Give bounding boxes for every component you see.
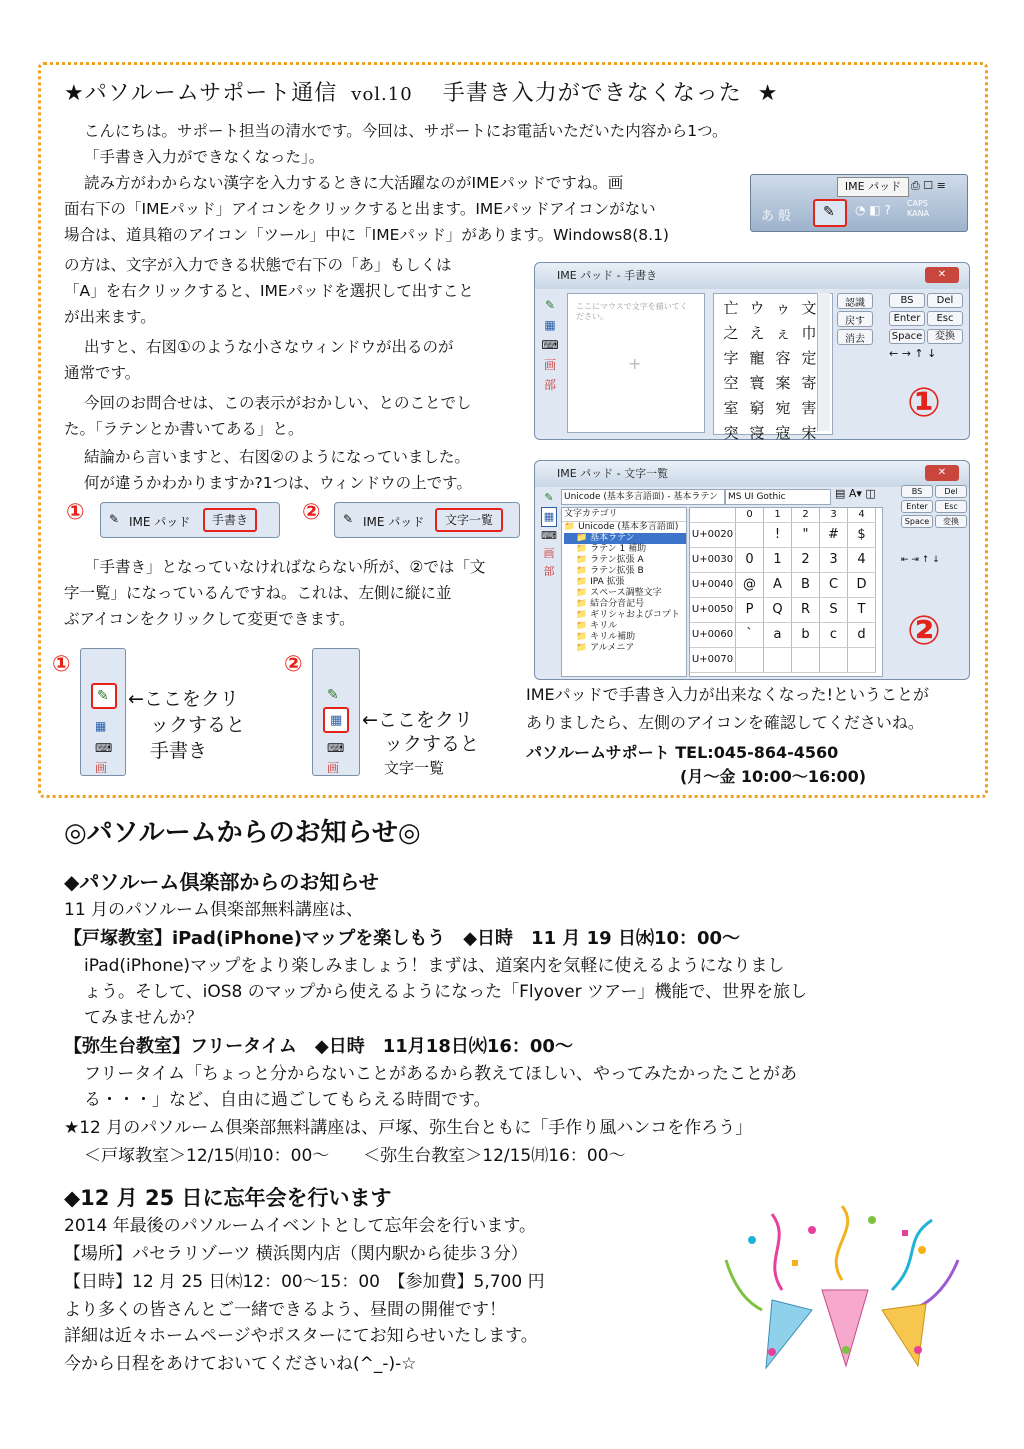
club-intro: 11 月のパソルーム倶楽部無料講座は、 bbox=[64, 900, 364, 920]
newsletter-subtitle: 手書き入力ができなくなった bbox=[442, 81, 742, 106]
character-cell[interactable]: S bbox=[820, 598, 848, 623]
hint-line: 文字一覧 bbox=[384, 759, 445, 777]
character-cell[interactable] bbox=[736, 648, 764, 673]
ime-pad-button[interactable]: ✎ bbox=[813, 199, 847, 227]
candidate-char[interactable]: ゥ bbox=[775, 299, 791, 317]
tree-item[interactable]: 📁 ラテン拡張 B bbox=[576, 566, 644, 576]
tree-item[interactable]: 📁 Unicode (基本多言語面) bbox=[564, 522, 679, 532]
party-line: 【日時】12 月 25 日㈭12：00～15：00 【参加費】5,700 円 bbox=[64, 1272, 545, 1292]
candidate-char[interactable]: 室 bbox=[723, 399, 739, 417]
close-button[interactable]: ✕ bbox=[925, 465, 959, 481]
candidate-char[interactable]: 寇 bbox=[775, 424, 791, 442]
newsletter-title-row bbox=[64, 76, 778, 107]
paragraph: 「手書き入力ができなくなった」。 bbox=[84, 148, 325, 166]
window-title: IME パッド - 文字一覧 bbox=[557, 467, 669, 480]
paragraph: の方は、文字が入力できる状態で右下の「あ」もしくは bbox=[64, 256, 452, 274]
candidate-char[interactable]: 寰 bbox=[749, 374, 765, 392]
stroke-mode-icon[interactable]: 画 bbox=[95, 761, 108, 775]
character-cell[interactable]: c bbox=[820, 623, 848, 648]
caps-kana-indicator: CAPS KANA bbox=[907, 199, 930, 218]
paragraph: 結論から言いますと、右図②のようになっていました。 bbox=[84, 448, 470, 466]
key-button[interactable]: Enter bbox=[901, 500, 933, 513]
hint-text-1 bbox=[128, 686, 245, 764]
key-button[interactable]: 変換 bbox=[927, 329, 963, 344]
ime-pad-label: IME パッド bbox=[363, 515, 425, 529]
handwriting-mode-icon[interactable]: ✎ bbox=[544, 298, 556, 312]
canvas-placeholder: ここにマウスで文字を描いてください。 bbox=[576, 302, 688, 321]
stroke-mode-icon[interactable]: 画 bbox=[327, 761, 340, 775]
class2-body: る・・・」など、自由に過ごしてもらえる時間です。 bbox=[84, 1090, 491, 1110]
class2-body: フリータイム「ちょっと分からないことがあるから教えてほしい、やってみたかったことがあ bbox=[84, 1064, 797, 1084]
yellow-popper bbox=[882, 1304, 926, 1366]
paragraph: 今回のお問合せは、この表示がおかしい、とのことでし bbox=[84, 394, 472, 412]
character-cell[interactable] bbox=[792, 648, 820, 673]
key-button[interactable]: Esc bbox=[927, 311, 963, 326]
hint-line: 手書き bbox=[150, 740, 208, 762]
paragraph: が出来ます。 bbox=[64, 308, 156, 326]
paragraph: 「手書き」となっていなければならない所が、②では「文 bbox=[84, 558, 486, 576]
arrow-buttons[interactable]: ⇤ ⇥ ↑ ↓ bbox=[901, 555, 940, 565]
candidate-scrollbar[interactable] bbox=[817, 293, 830, 431]
column-header: 1 bbox=[764, 508, 792, 523]
december-info: ★12 月のパソルーム倶楽部無料講座は、戸塚、弥生台ともに「手作り風ハンコを作ろう」 bbox=[64, 1118, 753, 1138]
handwriting-mode-icon[interactable]: ✎ bbox=[544, 491, 554, 504]
key-button[interactable]: BS bbox=[901, 485, 933, 498]
input-mode-indicator[interactable]: あ 般 bbox=[761, 209, 792, 224]
candidate-char[interactable]: ぇ bbox=[775, 324, 791, 342]
tree-item[interactable]: 📁 ラテン 1 補助 bbox=[576, 544, 647, 554]
candidate-char[interactable]: 宋 bbox=[801, 424, 817, 442]
candidate-char[interactable]: 之 bbox=[723, 324, 739, 342]
hint-text-2 bbox=[362, 708, 479, 780]
character-cell[interactable]: 2 bbox=[792, 548, 820, 573]
column-header: 2 bbox=[792, 508, 820, 523]
font-dropdown[interactable]: MS UI Gothic bbox=[725, 489, 831, 505]
ime-pad-handwriting-window bbox=[534, 262, 970, 440]
paragraph: 場合は、道具箱のアイコン「ツール」中に「IMEパッド」があります。Windows8(8.1) bbox=[64, 226, 669, 244]
column-header: 4 bbox=[848, 508, 876, 523]
radical-mode-icon[interactable]: 部 bbox=[543, 565, 555, 578]
grid-row bbox=[690, 573, 882, 598]
character-cell[interactable]: ! bbox=[764, 523, 792, 548]
candidate-char[interactable]: 突 bbox=[723, 424, 739, 442]
tree-item[interactable]: 📁 キリル bbox=[576, 621, 618, 631]
code-point-label: U+0040 bbox=[690, 573, 736, 598]
keyboard-mode-icon[interactable]: ⌨ bbox=[95, 741, 113, 755]
contact-phone: パソルームサポート TEL:045-864-4560 bbox=[526, 743, 839, 762]
grid-row bbox=[690, 548, 882, 573]
window-titlebar bbox=[535, 461, 969, 487]
candidate-char[interactable]: え bbox=[749, 324, 765, 342]
charlist-mode-icon[interactable]: ▦ bbox=[95, 719, 107, 733]
charlist-mode-icon[interactable]: ▦ bbox=[544, 318, 556, 332]
candidate-char[interactable]: 案 bbox=[775, 374, 791, 392]
charset-dropdown[interactable]: Unicode (基本多言語面) - 基本ラテン bbox=[561, 489, 725, 505]
keyboard-mode-icon[interactable]: ⌨ bbox=[327, 741, 345, 755]
code-point-label: U+0060 bbox=[690, 623, 736, 648]
tree-item[interactable]: 📁 ギリシャおよびコプト bbox=[576, 610, 680, 620]
grid-row bbox=[690, 623, 882, 648]
category-tree[interactable] bbox=[561, 507, 687, 677]
character-cell[interactable]: # bbox=[820, 523, 848, 548]
class1-body: ょう。そして、iOS8 のマップから使えるようになった「Flyover ツアー」機能で、世界を旅し bbox=[84, 982, 808, 1002]
right-button-grid bbox=[901, 485, 967, 528]
candidate-char[interactable]: 寄 bbox=[801, 374, 817, 392]
keyboard-mode-icon[interactable]: ⌨ bbox=[541, 338, 559, 352]
grid-row bbox=[690, 523, 882, 548]
grid-row bbox=[690, 648, 882, 673]
key-button[interactable]: Esc bbox=[935, 500, 967, 513]
candidate-char[interactable]: 文 bbox=[801, 299, 817, 317]
radical-mode-icon[interactable]: 部 bbox=[543, 378, 556, 392]
club-heading: ◆パソルーム倶楽部からのお知らせ bbox=[64, 870, 379, 894]
tab-character-list[interactable]: 文字一覧 bbox=[435, 508, 503, 532]
character-cell[interactable]: T bbox=[848, 598, 876, 623]
key-button[interactable]: Del bbox=[927, 293, 963, 308]
circled-number-2: ② bbox=[284, 652, 303, 677]
mode-sidebar bbox=[541, 295, 559, 395]
clear-button[interactable]: 消去 bbox=[837, 329, 873, 345]
ime-pad-icon: ✎ bbox=[109, 512, 120, 526]
language-bar bbox=[750, 174, 968, 232]
candidate-char[interactable]: 容 bbox=[775, 349, 791, 367]
star-icon: ★ bbox=[64, 81, 85, 106]
class2-title: 【弥生台教室】フリータイム ◆日時 11月18日㈫16：00～ bbox=[64, 1036, 573, 1057]
ime-pad-charlist-window bbox=[534, 460, 970, 680]
hint-line: ックすると bbox=[384, 733, 480, 755]
grid-header-row bbox=[690, 508, 882, 523]
undo-button[interactable]: 戻す bbox=[837, 311, 873, 327]
character-cell[interactable]: P bbox=[736, 598, 764, 623]
candidate-char[interactable]: 亡 bbox=[723, 299, 739, 317]
december-dates: ＜戸塚教室＞12/15㈪10：00～ ＜弥生台教室＞12/15㈪16：00～ bbox=[84, 1146, 626, 1166]
character-cell[interactable] bbox=[848, 648, 876, 673]
tree-item[interactable]: 📁 基本ラテン bbox=[564, 533, 686, 544]
character-cell[interactable]: B bbox=[792, 573, 820, 598]
crosshair-icon: + bbox=[628, 354, 642, 373]
code-point-label: U+0050 bbox=[690, 598, 736, 623]
notice-heading: ◎パソルームからのお知らせ◎ bbox=[64, 818, 421, 848]
volume-number: vol.10 bbox=[351, 84, 413, 105]
character-cell[interactable]: 4 bbox=[848, 548, 876, 573]
key-button[interactable]: Space bbox=[889, 329, 925, 344]
paragraph: 字一覧」になっているんですね。これは、左側に縦に並 bbox=[64, 584, 452, 602]
character-cell[interactable]: " bbox=[792, 523, 820, 548]
character-cell[interactable]: D bbox=[848, 573, 876, 598]
character-cell[interactable]: 3 bbox=[820, 548, 848, 573]
class1-title: 【戸塚教室】iPad(iPhone)マップを楽しもう ◆日時 11 月 19 日㈬10：00～ bbox=[64, 928, 741, 949]
candidate-char[interactable]: 定 bbox=[801, 349, 817, 367]
paragraph: 読み方がわからない漢字を入力するときに大活躍なのがIMEパッドですね。画 bbox=[84, 174, 624, 192]
party-line: より多くの皆さんとご一緒できるよう、昼間の開催です！ bbox=[64, 1300, 506, 1320]
ime-pad-icon: ✎ bbox=[343, 512, 354, 526]
tree-item[interactable]: 📁 結合分音記号 bbox=[576, 599, 645, 609]
candidate-char[interactable]: 窮 bbox=[749, 399, 765, 417]
circled-number-2: ② bbox=[907, 608, 941, 654]
mode-sidebar bbox=[541, 489, 557, 581]
handwriting-canvas[interactable] bbox=[567, 293, 705, 433]
ime-pad-titlebar-handwriting bbox=[100, 502, 280, 538]
key-button[interactable]: Del bbox=[935, 485, 967, 498]
charlist-mode-icon[interactable]: ▦ bbox=[323, 707, 349, 733]
character-cell[interactable]: Q bbox=[764, 598, 792, 623]
candidate-char[interactable]: 宛 bbox=[775, 399, 791, 417]
character-cell[interactable]: A bbox=[764, 573, 792, 598]
tree-header: 文字カテゴリ bbox=[562, 508, 686, 522]
pink-popper bbox=[822, 1290, 868, 1366]
hint-line: ←ここをクリ bbox=[128, 688, 239, 710]
ime-sidebar-crop bbox=[80, 648, 126, 776]
column-header: 3 bbox=[820, 508, 848, 523]
code-point-label: U+0070 bbox=[690, 648, 736, 673]
circled-number-1: ① bbox=[52, 652, 71, 677]
code-point-label: U+0020 bbox=[690, 523, 736, 548]
paragraph: こんにちは。サポート担当の清水です。今回は、サポートにお電話いただいた内容から1つ。 bbox=[84, 122, 728, 140]
toolbar-icons[interactable]: ▤ A▾ ◫ bbox=[835, 487, 876, 500]
key-button[interactable]: 変換 bbox=[935, 515, 967, 528]
character-cell[interactable] bbox=[820, 648, 848, 673]
recognize-button[interactable]: 認識 bbox=[837, 293, 873, 309]
newsletter-title: パソルームサポート通信 bbox=[84, 81, 338, 106]
stroke-mode-icon[interactable]: 画 bbox=[543, 358, 556, 372]
party-heading: ◆12 月 25 日に忘年会を行います bbox=[64, 1186, 392, 1210]
right-button-grid bbox=[889, 293, 963, 360]
paragraph: 面右下の「IMEパッド」アイコンをクリックすると出ます。IMEパッドアイコンがない bbox=[64, 200, 656, 218]
charlist-mode-icon[interactable]: ▦ bbox=[541, 507, 557, 527]
character-cell[interactable]: 1 bbox=[764, 548, 792, 573]
candidate-char[interactable]: 害 bbox=[801, 399, 817, 417]
character-cell[interactable]: a bbox=[764, 623, 792, 648]
character-cell[interactable] bbox=[736, 523, 764, 548]
star-icon: ★ bbox=[757, 81, 779, 106]
circled-number-1: ① bbox=[66, 500, 85, 525]
key-button[interactable]: BS bbox=[889, 293, 925, 308]
character-cell[interactable]: R bbox=[792, 598, 820, 623]
paragraph: ぶアイコンをクリックして変更できます。 bbox=[64, 610, 355, 628]
paragraph: 「A」を右クリックすると、IMEパッドを選択して出すこと bbox=[64, 282, 474, 300]
paragraph: た。「ラテンとか書いてある」と。 bbox=[64, 420, 304, 438]
grid-row bbox=[690, 598, 882, 623]
party-popper-illustration bbox=[722, 1200, 962, 1372]
window-titlebar bbox=[535, 263, 969, 289]
paragraph: 何が違うかわかりますか?1つは、ウィンドウの上です。 bbox=[84, 474, 472, 492]
party-line: 詳細は近々ホームページやポスターにてお知らせいたします。 bbox=[64, 1326, 538, 1346]
tree-item[interactable]: 📁 スペース調整文字 bbox=[576, 588, 662, 598]
character-cell[interactable]: C bbox=[820, 573, 848, 598]
key-button[interactable]: Enter bbox=[889, 311, 925, 326]
tree-item[interactable]: 📁 ラテン拡張 A bbox=[576, 555, 644, 565]
character-cell[interactable]: $ bbox=[848, 523, 876, 548]
candidate-list bbox=[713, 293, 833, 442]
party-line: 2014 年最後のパソルームイベントとして忘年会を行います。 bbox=[64, 1216, 536, 1236]
circled-number-2: ② bbox=[302, 500, 321, 525]
ime-pad-tooltip: IME パッド bbox=[837, 177, 909, 197]
tab-handwriting[interactable]: 手書き bbox=[203, 508, 257, 532]
contact-hours: (月～金 10:00～16:00) bbox=[680, 767, 867, 786]
party-line: 今から日程をあけておいてくださいね(^_-)-☆ bbox=[64, 1354, 417, 1374]
class1-body: iPad(iPhone)マップをより楽しみましょう！まずは、道案内を気軽に使えるようになりまし bbox=[84, 956, 785, 976]
handwriting-mode-icon[interactable]: ✎ bbox=[327, 687, 339, 703]
character-cell[interactable]: d bbox=[848, 623, 876, 648]
arrow-buttons[interactable]: ← → ↑ ↓ bbox=[889, 347, 937, 360]
tree-item[interactable]: 📁 アルメニア bbox=[576, 643, 635, 653]
character-grid[interactable] bbox=[689, 507, 883, 677]
candidate-char[interactable]: 寖 bbox=[749, 424, 765, 442]
stroke-mode-icon[interactable]: 画 bbox=[543, 547, 555, 560]
hint-line: ックすると bbox=[150, 714, 246, 736]
key-button[interactable]: Space bbox=[901, 515, 933, 528]
character-cell[interactable]: @ bbox=[736, 573, 764, 598]
handwriting-mode-icon[interactable]: ✎ bbox=[91, 683, 117, 709]
left-button-column bbox=[837, 293, 873, 345]
hint-line: ←ここをクリ bbox=[362, 709, 473, 731]
closing-line: ありましたら、左側のアイコンを確認してくださいね。 bbox=[526, 713, 924, 732]
tree-item[interactable]: 📁 IPA 拡張 bbox=[576, 577, 625, 587]
ime-sidebar-crop bbox=[312, 648, 360, 776]
window-title: IME パッド - 手書き bbox=[557, 269, 658, 282]
ime-pad-titlebar-charlist bbox=[334, 502, 520, 538]
paragraph: 出すと、右図①のような小さなウィンドウが出るのが bbox=[84, 338, 454, 356]
character-cell[interactable]: b bbox=[792, 623, 820, 648]
paragraph: 通常です。 bbox=[64, 364, 141, 382]
party-line: 【場所】パセラリゾーツ 横浜関内店（関内駅から徒歩３分） bbox=[64, 1244, 528, 1264]
candidate-char[interactable]: ウ bbox=[749, 299, 765, 317]
toolbar-icons: ⎙ ☐ ≡ bbox=[911, 179, 946, 192]
code-point-label: U+0030 bbox=[690, 548, 736, 573]
circled-number-1: ① bbox=[907, 380, 941, 426]
class1-body: てみませんか？ bbox=[84, 1008, 203, 1028]
keyboard-mode-icon[interactable]: ⌨ bbox=[541, 529, 557, 542]
candidate-char[interactable]: 巾 bbox=[801, 324, 817, 342]
ime-pad-label: IME パッド bbox=[129, 515, 191, 529]
column-header: 0 bbox=[736, 508, 764, 523]
character-cell[interactable]: ` bbox=[736, 623, 764, 648]
help-icon[interactable]: ◔ ◧ ? bbox=[855, 203, 891, 217]
blue-popper bbox=[766, 1300, 812, 1368]
close-button[interactable]: ✕ bbox=[925, 267, 959, 283]
tree-item[interactable]: 📁 キリル補助 bbox=[576, 632, 636, 642]
candidate-char[interactable]: 寵 bbox=[749, 349, 765, 367]
character-cell[interactable]: 0 bbox=[736, 548, 764, 573]
closing-line: IMEパッドで手書き入力が出来なくなった!ということが bbox=[526, 685, 930, 704]
candidate-char[interactable]: 字 bbox=[723, 349, 739, 367]
character-cell[interactable] bbox=[764, 648, 792, 673]
candidate-char[interactable]: 空 bbox=[723, 374, 739, 392]
